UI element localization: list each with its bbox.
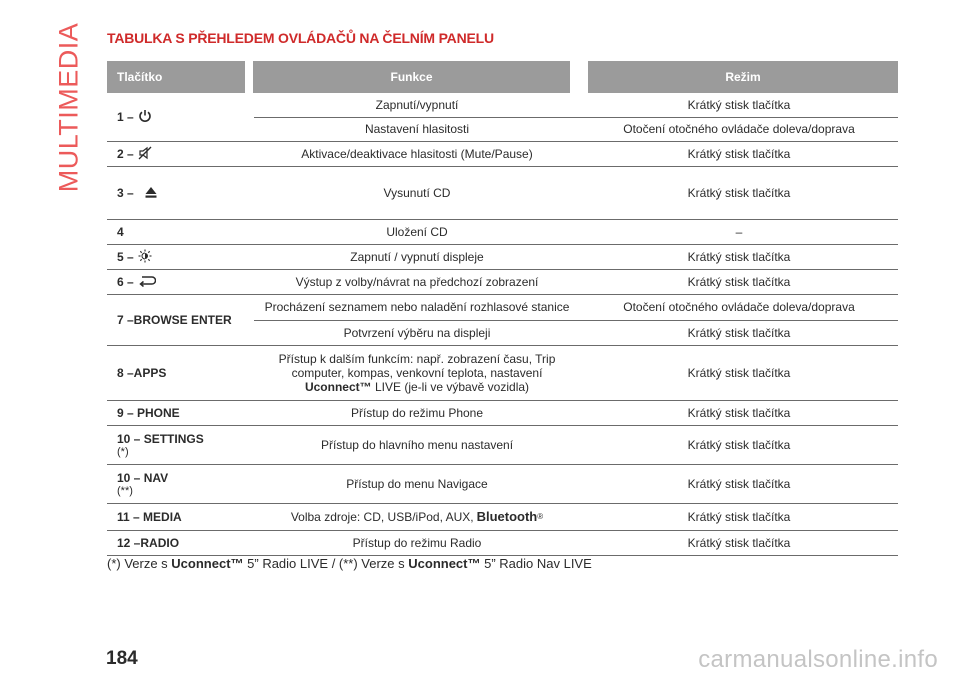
table-row (107, 504, 898, 531)
display-toggle-icon (138, 249, 152, 266)
row-function: Nastavení hlasitosti (364, 122, 470, 137)
row-mode: Otočení otočného ovládače doleva/doprava (623, 300, 855, 315)
table-row (107, 295, 898, 346)
row-button-10-nav: 10 – NAV (**) (117, 471, 169, 497)
page-title: TABULKA S PŘEHLEDEM OVLÁDAČŮ NA ČELNÍM PANELU (107, 30, 494, 46)
row-mode: Krátký stisk tlačítka (687, 366, 791, 380)
row-function: Zapnutí/vypnutí (375, 97, 459, 112)
row-button-2: 2 – (107, 142, 254, 166)
row-mode: Krátký stisk tlačítka (687, 250, 791, 264)
row-button-5: 5 – (107, 245, 254, 269)
mute-icon (138, 146, 152, 163)
table-row (107, 167, 898, 220)
row-mode: Krátký stisk tlačítka (687, 510, 791, 524)
table-header (107, 61, 898, 93)
controls-table (107, 61, 898, 556)
table-row (107, 245, 898, 270)
page-number: 184 (106, 648, 138, 669)
section-side-label: MULTIMEDIA (53, 22, 84, 192)
watermark: carmanualsonline.info (698, 646, 938, 673)
table-row (107, 346, 898, 401)
row-function: Přístup do režimu Phone (350, 406, 484, 420)
row-function: Uložení CD (386, 225, 448, 239)
bluetooth-brand: Bluetooth (476, 509, 538, 524)
uconnect-brand: Uconnect™ (304, 380, 372, 394)
row-mode: Krátký stisk tlačítka (687, 406, 791, 420)
table-row (107, 93, 898, 142)
row-function: Vysunutí CD (383, 186, 451, 200)
table-row (107, 220, 898, 245)
row-button-8: 8 –APPS (117, 366, 167, 380)
row-mode: Krátký stisk tlačítka (687, 477, 791, 491)
table-row (107, 465, 898, 504)
row-function: Volba zdroje: CD, USB/iPod, AUX, Bluetooth ® (290, 509, 544, 524)
row-button-4: 4 (117, 225, 124, 239)
row-function: Potvrzení výběru na displeji (343, 325, 491, 340)
footnote: (*) Verze s Uconnect™ 5” Radio LIVE / (**) Verze s Uconnect™ 5” Radio Nav LIVE (107, 556, 592, 571)
row-mode: Krátký stisk tlačítka (687, 438, 791, 452)
row-mode: Otočení otočného ovládače doleva/doprava (623, 122, 855, 137)
table-row (107, 142, 898, 167)
row-button-9: 9 – PHONE (117, 406, 180, 420)
eject-icon (144, 185, 158, 202)
row-mode: Krátký stisk tlačítka (687, 536, 791, 550)
row-function: Aktivace/deaktivace hlasitosti (Mute/Pause) (301, 147, 533, 161)
row-button-11: 11 – MEDIA (117, 510, 182, 524)
header-button: Tlačítko (107, 61, 245, 93)
row-function: Zapnutí / vypnutí displeje (350, 250, 484, 264)
row-function: Přístup do režimu Radio (352, 536, 482, 550)
row-mode: – (735, 225, 743, 239)
table-row (107, 401, 898, 426)
row-button-12: 12 –RADIO (117, 536, 180, 550)
row-button-7: 7 –BROWSE ENTER (117, 313, 232, 327)
row-button-10-settings: 10 – SETTINGS (*) (117, 432, 204, 458)
table-row (107, 426, 898, 465)
row-mode: Krátký stisk tlačítka (687, 275, 791, 289)
row-mode: Krátký stisk tlačítka (687, 147, 791, 161)
table-row (107, 270, 898, 295)
row-button-3: 3 – (107, 167, 254, 219)
row-button-1: 1 – (107, 93, 254, 141)
row-function: Procházení seznamem nebo naladění rozhlasové stanice (264, 300, 570, 315)
back-arrow-icon (138, 275, 156, 290)
row-mode: Krátký stisk tlačítka (687, 186, 791, 200)
row-function: Přístup do menu Navigace (346, 477, 488, 491)
power-icon (138, 109, 152, 126)
row-function: Přístup do hlavního menu nastavení (320, 438, 514, 452)
row-mode: Krátký stisk tlačítka (687, 325, 791, 340)
table-row (107, 531, 898, 556)
header-function: Funkce (253, 61, 570, 93)
row-function: Přístup k dalším funkcím: např. zobrazení času, Trip computer, kompas, venkovní teplota, nastavení Uconnect™ LIVE (je-li ve výbavě vozidla) (278, 352, 556, 394)
row-mode: Krátký stisk tlačítka (687, 97, 791, 112)
row-function: Výstup z volby/návrat na předchozí zobrazení (295, 275, 539, 289)
row-button-6: 6 – (107, 270, 254, 294)
header-mode: Režim (588, 61, 898, 93)
